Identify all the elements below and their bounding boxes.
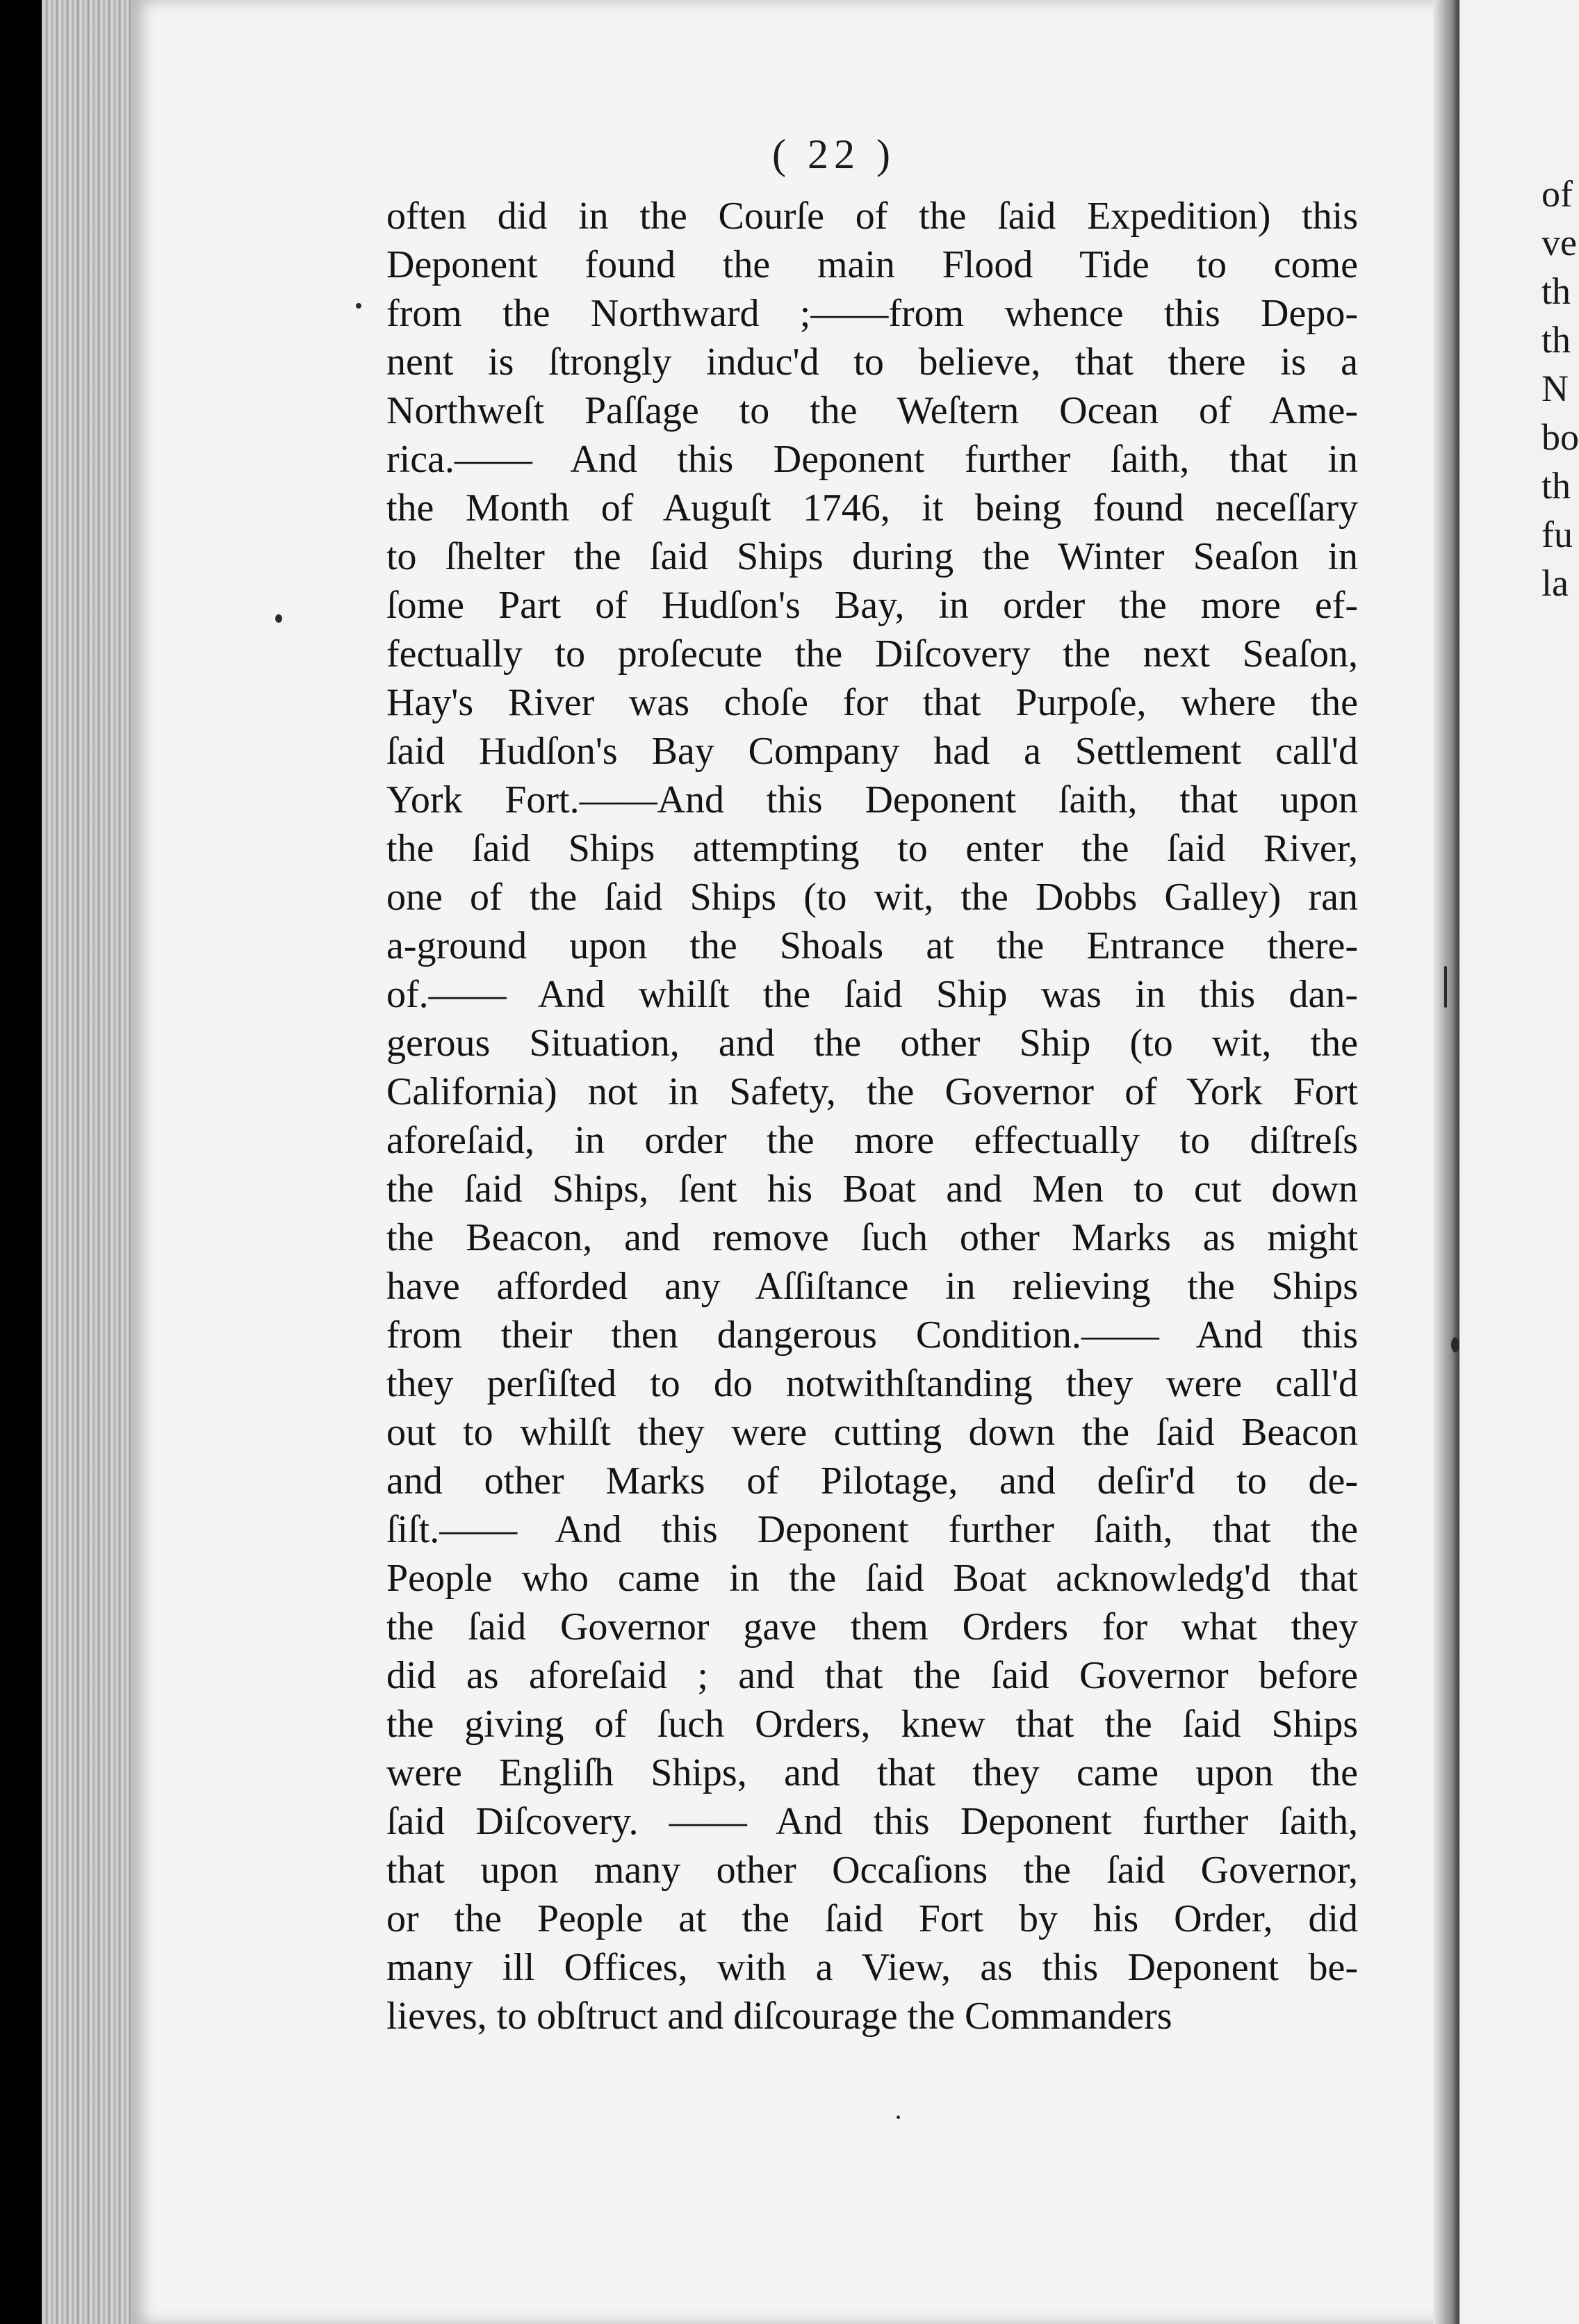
facing-page-text: la bbox=[1541, 562, 1569, 604]
text-line: were Engliſh Ships, and that they came upon the bbox=[386, 1751, 1358, 1794]
text-line: and other Marks of Pilotage, and deſir'd to de- bbox=[386, 1459, 1358, 1503]
text-line: to ſhelter the ſaid Ships during the Winter Seaſon in bbox=[386, 535, 1358, 578]
text-line: ſaid Hudſon's Bay Company had a Settlement call'd bbox=[386, 730, 1358, 773]
facing-page-text: of bbox=[1541, 173, 1573, 215]
text-line: Deponent found the main Flood Tide to come bbox=[386, 243, 1358, 286]
paper-speck bbox=[1444, 966, 1447, 1008]
text-line: York Fort.——And this Deponent ſaith, that upon bbox=[386, 778, 1358, 821]
text-line: the Beacon, and remove ſuch other Marks as might bbox=[386, 1216, 1358, 1259]
text-line: California) not in Safety, the Governor of York Fort bbox=[386, 1070, 1358, 1113]
text-line: out to whilſt they were cutting down the ſaid Beacon bbox=[386, 1411, 1358, 1454]
text-line: fectually to proſecute the Diſcovery the next Seaſon, bbox=[386, 632, 1358, 676]
text-line: that upon many other Occaſions the ſaid Governor, bbox=[386, 1849, 1358, 1892]
text-line: gerous Situation, and the other Ship (to wit, the bbox=[386, 1022, 1358, 1065]
text-line: the giving of ſuch Orders, knew that the ſaid Ships bbox=[386, 1703, 1358, 1746]
text-line: the ſaid Ships attempting to enter the ſaid River, bbox=[386, 827, 1358, 870]
page-stack-edge bbox=[42, 0, 146, 2324]
facing-page-fragment bbox=[1459, 0, 1579, 2324]
text-line: they perſiſted to do notwithſtanding they were call'd bbox=[386, 1362, 1358, 1405]
text-line: have afforded any Aſſiſtance in relieving the Ships bbox=[386, 1265, 1358, 1308]
text-line: nent is ſtrongly induc'd to believe, that there is a bbox=[386, 341, 1358, 384]
body-text bbox=[386, 192, 1358, 2040]
page-number: ( 22 ) bbox=[772, 131, 896, 177]
text-line: or the People at the ſaid Fort by his Order, did bbox=[386, 1897, 1358, 1940]
text-line: the ſaid Ships, ſent his Boat and Men to cut down bbox=[386, 1168, 1358, 1211]
text-line: rica.—— And this Deponent further ſaith, that in bbox=[386, 438, 1358, 481]
text-line: ſome Part of Hudſon's Bay, in order the more ef- bbox=[386, 584, 1358, 627]
text-line: many ill Offices, with a View, as this Deponent be- bbox=[386, 1946, 1358, 1989]
text-line: the Month of Auguſt 1746, it being found neceſſary bbox=[386, 486, 1358, 530]
text-line: ſaid Diſcovery. —— And this Deponent further ſaith, bbox=[386, 1800, 1358, 1843]
facing-page-text: bo bbox=[1541, 416, 1579, 458]
text-line: ſiſt.—— And this Deponent further ſaith, that the bbox=[386, 1508, 1358, 1551]
text-line: from the Northward ;——from whence this Depo- bbox=[386, 292, 1358, 335]
facing-page-text: N bbox=[1541, 368, 1569, 409]
text-line: one of the ſaid Ships (to wit, the Dobbs Galley) ran bbox=[386, 876, 1358, 919]
book-gutter bbox=[1433, 0, 1459, 2324]
text-line: a-ground upon the Shoals at the Entrance there- bbox=[386, 924, 1358, 967]
text-line: Hay's River was choſe for that Purpoſe, where the bbox=[386, 681, 1358, 724]
facing-page-text: th bbox=[1541, 270, 1571, 312]
text-line: Northweſt Paſſage to the Weſtern Ocean of Ame- bbox=[386, 389, 1358, 432]
text-line: the ſaid Governor gave them Orders for what they bbox=[386, 1605, 1358, 1648]
text-line: aforeſaid, in order the more effectually to diſtreſs bbox=[386, 1119, 1358, 1162]
facing-page-text: ve bbox=[1541, 222, 1577, 263]
text-line: People who came in the ſaid Boat acknowledg'd that bbox=[386, 1557, 1358, 1600]
facing-page-text: th bbox=[1541, 319, 1571, 361]
text-line: lieves, to obſtruct and diſcourage the Commanders bbox=[386, 1995, 1172, 2038]
text-line: did as aforeſaid ; and that the ſaid Governor before bbox=[386, 1654, 1358, 1697]
facing-page-text: fu bbox=[1541, 514, 1573, 555]
text-line: of.—— And whilſt the ſaid Ship was in this dan- bbox=[386, 973, 1358, 1016]
facing-page-text: th bbox=[1541, 465, 1571, 507]
paper-speck bbox=[897, 2116, 900, 2119]
text-line: often did in the Courſe of the ſaid Expedition) this bbox=[386, 195, 1358, 238]
paper-speck bbox=[1451, 1337, 1459, 1352]
paper-speck bbox=[356, 303, 361, 309]
text-line: from their then dangerous Condition.—— And this bbox=[386, 1314, 1358, 1357]
paper-speck bbox=[275, 614, 282, 623]
